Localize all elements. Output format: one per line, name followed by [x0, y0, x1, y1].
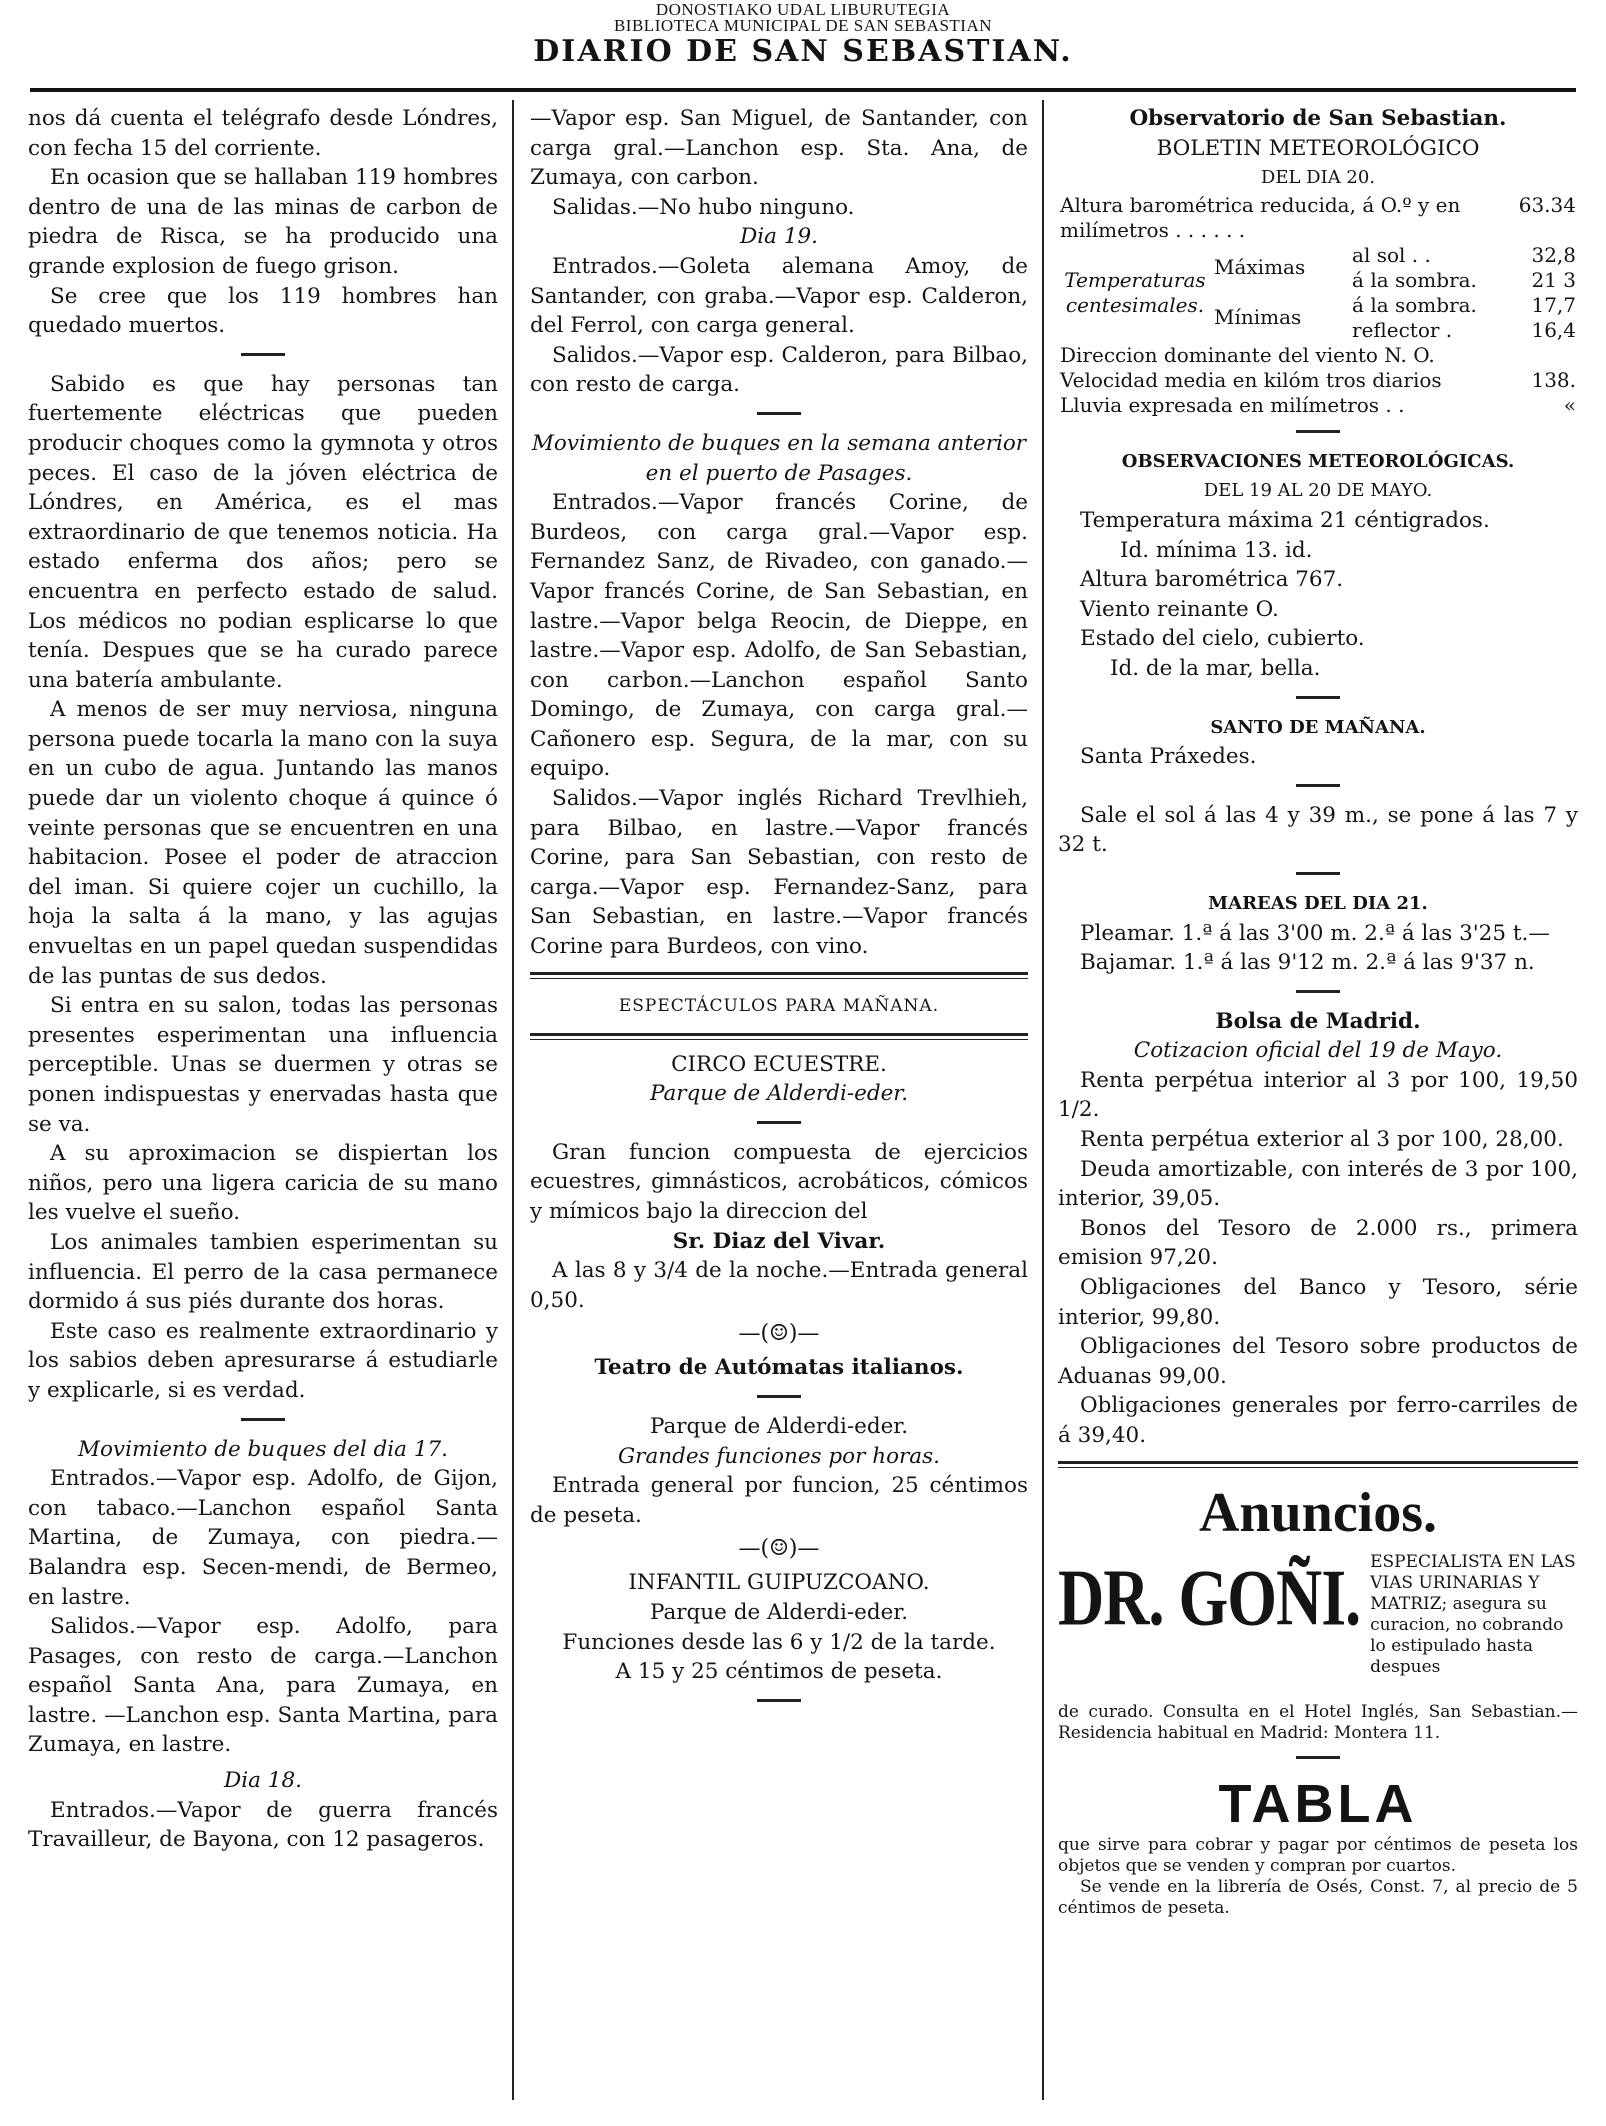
paragraph: Salidos.—Vapor esp. Calderon, para Bilbao, con resto de carga.	[530, 342, 1028, 398]
paragraph: Gran funcion compuesta de ejercicios ecuestres, gimnásticos, acrobáticos, cómicos y mímicos bajo la direccion del	[530, 1139, 1028, 1224]
show-hours: Funciones desde las 6 y 1/2 de la tarde.	[562, 1629, 996, 1655]
double-rule	[530, 972, 1028, 979]
section-heading: MAREAS DEL DIA 21.	[1208, 892, 1428, 914]
bulletin-title: BOLETIN METEOROLÓGICO	[1156, 135, 1480, 161]
show-place: Parque de Alderdi-eder.	[649, 1599, 909, 1625]
paragraph: Se cree que los 119 hombres han quedado muertos.	[28, 283, 498, 339]
separator	[1296, 1756, 1340, 1759]
rain-label: Lluvia expresada en milímetros . .	[1060, 392, 1405, 417]
shade-max-label: á la sombra.	[1352, 267, 1477, 292]
section-heading: Movimiento de buques en la semana anterior en el puerto de Pasages.	[531, 430, 1027, 486]
newspaper-title: DIARIO DE SAN SEBASTIAN.	[533, 34, 1073, 69]
section-heading: ESPECTÁCULOS PARA MAÑANA.	[618, 995, 940, 1016]
show-functions: Grandes funciones por horas.	[618, 1443, 940, 1469]
library-name-basque: DONOSTIAKO UDAL LIBURUTEGIA	[655, 0, 951, 19]
double-rule	[1058, 1461, 1578, 1468]
separator	[241, 1418, 285, 1421]
stock-quote: Deuda amortizable, con interés de 3 por 100, interior, 39,05.	[1058, 1156, 1578, 1212]
section-heading: Dia 18.	[224, 1768, 302, 1794]
paragraph: Los animales tambien esperimentan su influencia. El perro de la casa permanece dormido á sus piés durante dos horas.	[28, 1229, 498, 1315]
paragraph: Entrados.—Vapor francés Corine, de Burdeos, con carga gral.—Vapor esp. Fernandez Sanz, de Rivadeo, con ganado.—Vapor francés Corine, de San Sebastian, en lastre.—Vapor belga Reocin, de Dieppe, en lastre.—Vapor esp. Adolfo, de San Sebastian, con carbon.—Lanchon español Santo Domingo, de Zumaya, con carga gral.—Cañonero esp. Segura, de la mar, con su equipo.	[530, 490, 1028, 782]
pressure-value: 63.34	[1518, 192, 1576, 217]
paragraph: Entrados.—Goleta alemana Amoy, de Santander, con graba.—Vapor esp. Calderon, del Ferrol, con carga general.	[530, 253, 1028, 339]
paragraph: A su aproximacion se dispiertan los niños, pero una ligera caricia de su mano les vuelve el sueño.	[28, 1141, 498, 1226]
stock-quote: Obligaciones del Banco y Tesoro, série interior, 99,80.	[1058, 1275, 1578, 1330]
double-rule	[530, 1033, 1028, 1040]
stock-quote: Obligaciones del Tesoro sobre productos de Aduanas 99,00.	[1058, 1334, 1578, 1389]
column-2	[530, 104, 1028, 1716]
max-label: Máximas	[1214, 255, 1306, 280]
separator	[757, 1699, 801, 1702]
show-title: Teatro de Autómatas italianos.	[594, 1355, 964, 1381]
ad-text: de curado. Consulta en el Hotel Inglés, San Sebastian.—Residencia habitual en Madrid: Montera 11.	[1058, 1701, 1578, 1743]
section-heading: SANTO DE MAÑANA.	[1210, 716, 1426, 738]
wind-speed-value: 138.	[1531, 367, 1576, 392]
masthead	[0, 0, 1606, 90]
shade-min-value: 17,7	[1531, 292, 1576, 317]
section-date: DEL 19 AL 20 DE MAYO.	[1203, 480, 1433, 502]
high-tide: Pleamar. 1.ª á las 3'00 m. 2.ª á las 3'25 t.—	[1080, 920, 1550, 946]
ornament-icon: —(☺)—	[738, 1536, 820, 1562]
show-director: Sr. Diaz del Vivar.	[672, 1228, 886, 1254]
separator	[1296, 990, 1340, 993]
bulletin-date: DEL DIA 20.	[1260, 167, 1376, 189]
paragraph: A menos de ser muy nerviosa, ninguna persona puede tocarla la mano con la suya en un cubo de agua. Juntando las manos puede dar un violento choque á quince ó veinte personas que se encuentren en una habitacion. Posee el poder de atraccion del iman. Si quiere cojer un cuchillo, la hoja la salta á la mano, y las agujas envueltas en un papel quedan suspendidas de las puntas de sus dedos.	[28, 697, 498, 989]
sunrise-sunset: Sale el sol á las 4 y 39 m., se pone á las 7 y 32 t.	[1058, 802, 1578, 858]
separator	[757, 1395, 801, 1398]
section-heading: Bolsa de Madrid.	[1215, 1008, 1421, 1034]
column-rule-2	[1042, 100, 1044, 2100]
paragraph: Salidas.—No hubo ninguno.	[552, 194, 855, 220]
temperature-label: Temperaturas centesimales.	[1064, 267, 1206, 317]
separator	[1296, 696, 1340, 699]
rain-value: «	[1563, 392, 1576, 417]
paragraph: Entrados.—Vapor esp. Adolfo, de Gijon, con tabaco.—Lanchon español Santa Martina, de Zumaya, con piedra.—Balandra esp. Secen-mendi, de Bermeo, en lastre.	[28, 1466, 498, 1610]
min-label: Mínimas	[1214, 305, 1302, 330]
pressure-label: Altura barométrica reducida, á O.º y en milímetros . . . . . .	[1060, 192, 1461, 242]
library-name-spanish: BIBLIOTECA MUNICIPAL DE SAN SEBASTIAN	[613, 16, 993, 35]
shade-max-value: 21 3	[1531, 267, 1576, 292]
weather-table	[1058, 193, 1578, 418]
observation: Id. mínima 13. id.	[1120, 537, 1313, 563]
observation: Viento reinante O.	[1080, 596, 1279, 622]
paragraph: Sabido es que hay personas tan fuertemente eléctricas que pueden producir choques como la gymnota y otros peces. El caso de la jóven eléctrica de Lóndres, en América, es el mas extraordinario de que tenemos noticia. Ha estado enferma dos años; pero se encuentra en perfecto estado de salud. Los médicos no podian esplicarse lo que tenía. Despues que se ha curado parece una batería ambulante.	[28, 371, 498, 693]
section-heading: OBSERVACIONES METEOROLÓGICAS.	[1121, 450, 1515, 472]
wind-direction: Direccion dominante del viento N. O.	[1060, 342, 1435, 367]
separator	[1296, 872, 1340, 875]
show-place: Parque de Alderdi-eder.	[649, 1081, 909, 1107]
observation: Altura barométrica 767.	[1080, 567, 1344, 593]
paragraph: —Vapor esp. San Miguel, de Santander, con carga gral.—Lanchon esp. Sta. Ana, de Zumaya, con carbon.	[530, 106, 1028, 191]
ad-dr-goni	[1058, 1552, 1578, 1678]
separator	[241, 353, 285, 356]
sun-label: al sol . .	[1352, 242, 1431, 267]
paragraph: Salidos.—Vapor inglés Richard Trevlhieh, para Bilbao, en lastre.—Vapor francés Corine, para San Sebastian, con resto de carga.—Vapor esp. Fernandez-Sanz, para San Sebastian, en lastre.—Vapor francés Corine para Burdeos, con vino.	[530, 786, 1028, 960]
stock-quote: Bonos del Tesoro de 2.000 rs., primera emision 97,20.	[1058, 1215, 1578, 1271]
ad-tabla-title: TABLA	[1218, 1773, 1418, 1834]
paragraph: Salidos.—Vapor esp. Adolfo, para Pasages, con resto de carga.—Lanchon español Santa Ana, para Zumaya, en lastre. —Lanchon esp. Santa Martina, para Zumaya, en lastre.	[28, 1614, 498, 1758]
stock-quote: Renta perpétua interior al 3 por 100, 19,50 1/2.	[1058, 1067, 1578, 1123]
paragraph: En ocasion que se hallaban 119 hombres dentro de una de las minas de carbon de piedra de Risca, se ha producido una grande explosion de fuego grison.	[28, 165, 498, 279]
paragraph: Este caso es realmente extraordinario y los sabios deben apresurarse á estudiarle y explicarle, si es verdad.	[28, 1318, 498, 1403]
sun-value: 32,8	[1531, 242, 1576, 267]
masthead-rule	[30, 88, 1576, 92]
ad-specialty: ESPECIALISTA EN LAS VIAS URINARIAS Y MATRIZ; asegura su curacion, no cobrando lo estipulado hasta despues	[1370, 1551, 1576, 1677]
observatory-title: Observatorio de San Sebastian.	[1129, 106, 1507, 131]
separator	[757, 1121, 801, 1124]
section-heading: Movimiento de buques del dia 17.	[77, 1436, 449, 1462]
low-tide: Bajamar. 1.ª á las 9'12 m. 2.ª á las 9'37 n.	[1080, 950, 1535, 976]
section-subheading: Cotizacion oficial del 19 de Mayo.	[1133, 1038, 1503, 1064]
ad-logo: DR. GOÑI.	[1058, 1552, 1361, 1642]
stock-quote: Obligaciones generales por ferro-carriles de á 39,40.	[1058, 1393, 1578, 1448]
separator	[757, 412, 801, 415]
section-heading: Dia 19.	[740, 224, 818, 250]
paragraph: nos dá cuenta el telégrafo desde Lóndres, con fecha 15 del corriente.	[28, 106, 498, 161]
paragraph: Entrados.—Vapor de guerra francés Travailleur, de Bayona, con 12 pasageros.	[28, 1797, 498, 1853]
separator	[1296, 430, 1340, 433]
column-1	[28, 104, 498, 1855]
saint: Santa Práxedes.	[1080, 744, 1257, 770]
stock-quote: Renta perpétua exterior al 3 por 100, 28,00.	[1080, 1127, 1564, 1153]
show-title: INFANTIL GUIPUZCOANO.	[628, 1570, 930, 1596]
observation: Id. de la mar, bella.	[1110, 655, 1321, 681]
reflector-label: reflector .	[1352, 317, 1453, 342]
column-3	[1058, 104, 1578, 1919]
ornament-icon: —(☺)—	[738, 1321, 820, 1347]
paragraph: Si entra en su salon, todas las personas presentes esperimentan una influencia perceptible. Unas se duermen y otras se ponen indispuestas y enervadas hasta que se va.	[28, 993, 498, 1137]
separator	[1296, 784, 1340, 787]
ads-heading: Anuncios.	[1198, 1481, 1438, 1544]
paragraph: Entrada general por funcion, 25 céntimos de peseta.	[530, 1473, 1028, 1528]
reflector-value: 16,4	[1531, 317, 1576, 342]
observation: Temperatura máxima 21 céntigrados.	[1080, 507, 1490, 533]
show-place: Parque de Alderdi-eder.	[649, 1413, 909, 1439]
ad-text: que sirve para cobrar y pagar por céntimos de peseta los objetos que se venden y compran por cuartos.	[1058, 1834, 1578, 1876]
wind-speed-label: Velocidad media en kilóm tros diarios	[1060, 367, 1442, 392]
column-rule-1	[512, 100, 514, 2100]
show-price: A 15 y 25 céntimos de peseta.	[615, 1659, 943, 1685]
shade-min-label: á la sombra.	[1352, 292, 1477, 317]
ad-text: Se vende en la librería de Osés, Const. 7, al precio de 5 céntimos de peseta.	[1058, 1876, 1578, 1918]
show-title: CIRCO ECUESTRE.	[671, 1051, 887, 1077]
paragraph: A las 8 y 3/4 de la noche.—Entrada general 0,50.	[530, 1258, 1028, 1313]
observation: Estado del cielo, cubierto.	[1080, 626, 1365, 652]
